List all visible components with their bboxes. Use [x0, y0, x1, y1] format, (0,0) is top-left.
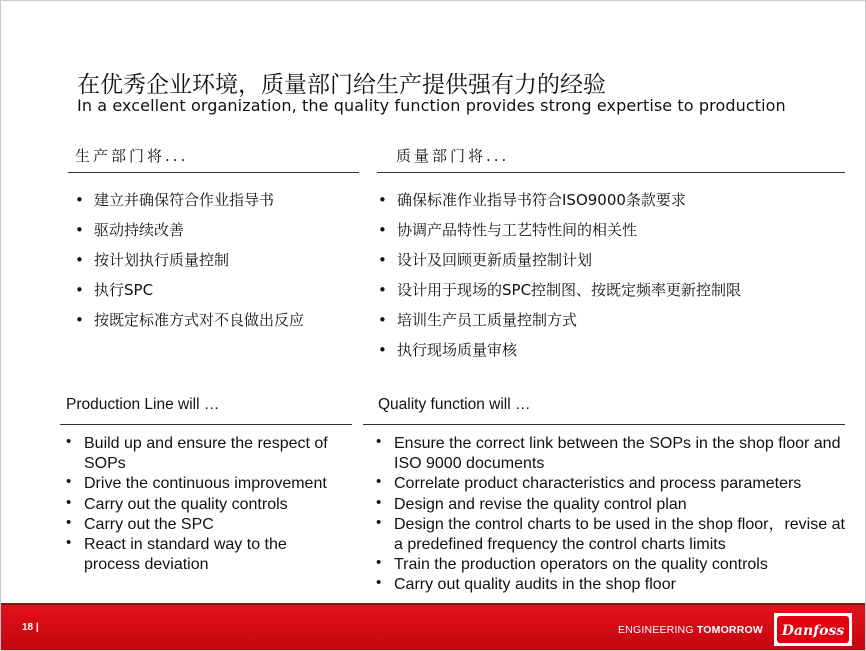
list-item: • Design and revise the quality control plan [376, 495, 846, 515]
list-item: • 驱动持续改善 [75, 220, 304, 250]
slide-title-chinese: 在优秀企业环境，质量部门给生产提供强有力的经验 [77, 72, 606, 98]
list-item: • 建立并确保符合作业指导书 [75, 190, 304, 220]
production-english-rule [60, 424, 352, 425]
quality-header-english: Quality function will … [378, 396, 531, 413]
quality-list-english [376, 434, 846, 596]
quality-header-rule [377, 172, 845, 173]
list-item: • Carry out the quality controls [66, 495, 336, 515]
list-item: • React in standard way to the process deviation [66, 535, 336, 575]
production-list-english [66, 434, 336, 575]
list-item: • 协调产品特性与工艺特性间的相关性 [378, 220, 741, 250]
list-item: • 培训生产员工质量控制方式 [378, 310, 741, 340]
list-item: • Correlate product characteristics and process parameters [376, 474, 846, 494]
slide-title-english: In a excellent organization, the quality function provides strong expertise to production [77, 96, 786, 115]
production-header-rule [68, 172, 359, 173]
list-item: • Build up and ensure the respect of SOPs [66, 434, 336, 474]
page-number: 18 | [22, 622, 39, 633]
list-item: • Drive the continuous improvement [66, 474, 336, 494]
list-item: • 设计用于现场的SPC控制图、按既定频率更新控制限 [378, 280, 741, 310]
list-item: • 按既定标准方式对不良做出反应 [75, 310, 304, 340]
production-list-chinese [75, 190, 304, 340]
production-header-english: Production Line will … [66, 396, 220, 413]
quality-header-chinese: 质量部门将... [396, 147, 510, 165]
engineering-tomorrow-slogan [618, 624, 763, 636]
list-item: • Carry out the SPC [66, 515, 336, 535]
slogan-light-text: ENGINEERING [618, 624, 697, 636]
production-header-chinese: 生产部门将... [75, 147, 189, 165]
list-item: • 确保标准作业指导书符合ISO9000条款要求 [378, 190, 741, 220]
slogan-bold-text: TOMORROW [696, 624, 763, 636]
list-item: • 设计及回顾更新质量控制计划 [378, 250, 741, 280]
danfoss-logo-text: Danfoss [781, 623, 845, 639]
list-item: • 执行现场质量审核 [378, 340, 741, 370]
list-item: • 执行SPC [75, 280, 304, 310]
list-item: • Ensure the correct link between the SOPs in the shop floor and ISO 9000 documents [376, 434, 846, 474]
list-item: • 按计划执行质量控制 [75, 250, 304, 280]
quality-list-chinese [378, 190, 741, 370]
list-item: • Carry out quality audits in the shop floor [376, 575, 846, 595]
danfoss-logo [774, 613, 852, 646]
list-item: • Design the control charts to be used in the shop floor，revise at a predefined frequency the control charts limits [376, 515, 846, 555]
list-item: • Train the production operators on the quality controls [376, 555, 846, 575]
quality-english-rule [363, 424, 845, 425]
